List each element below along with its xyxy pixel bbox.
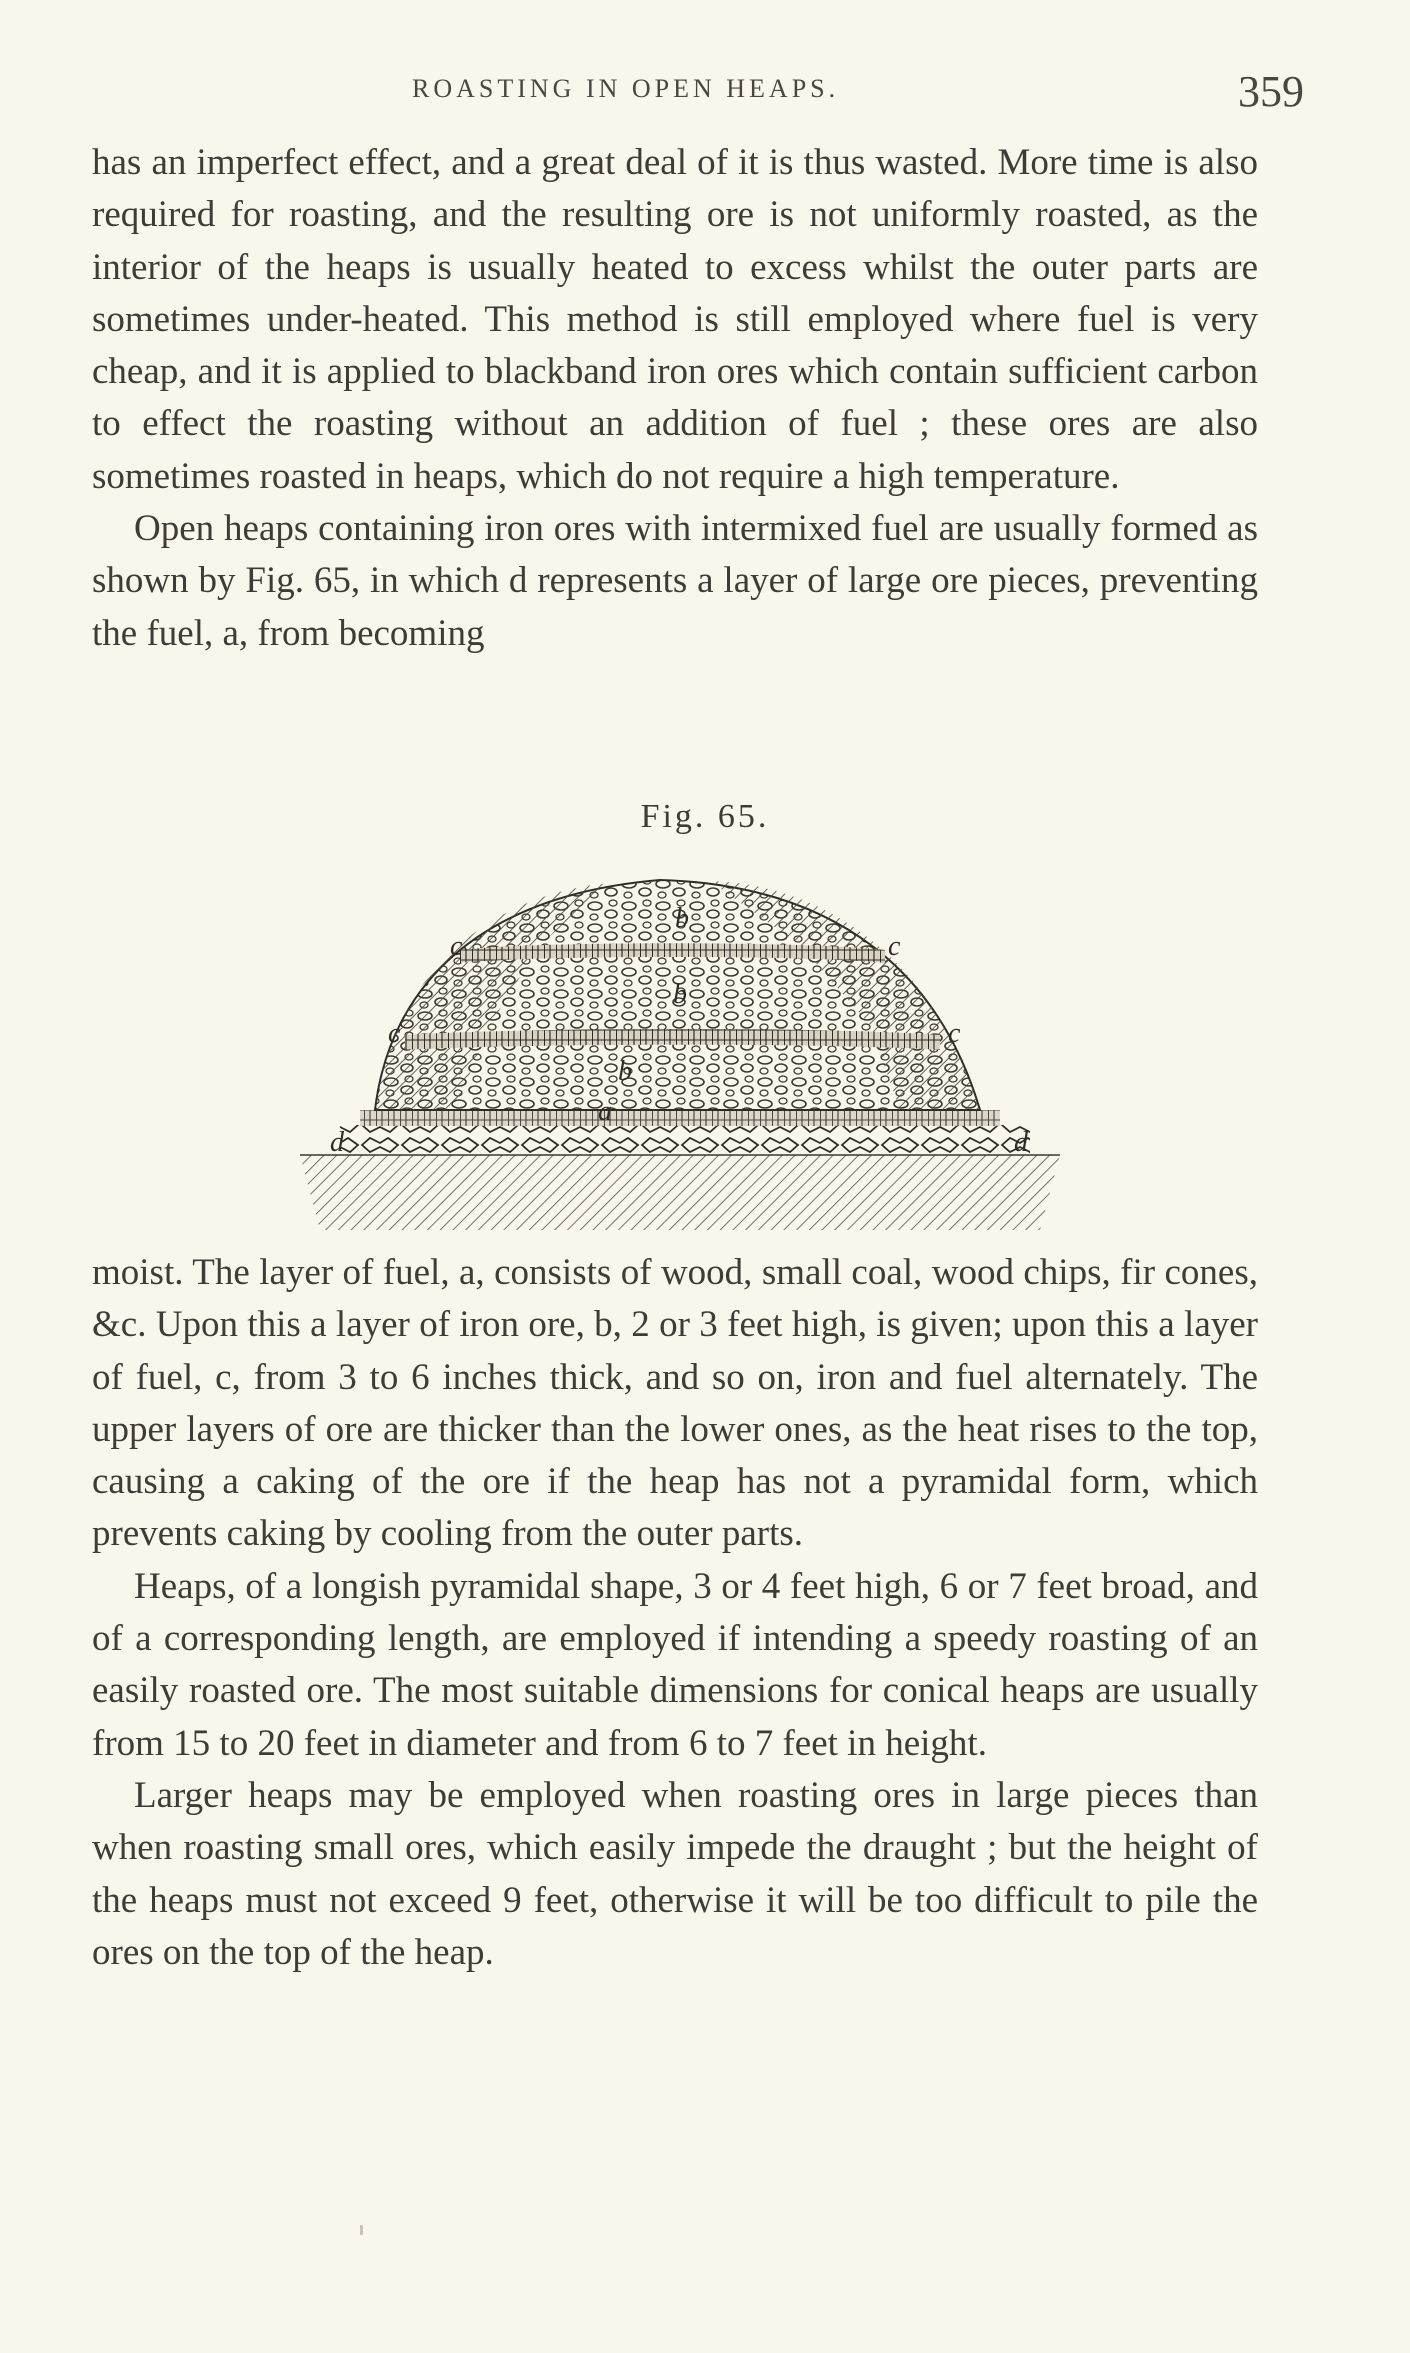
label-a: a <box>598 1096 612 1127</box>
label-d-left: d <box>330 1127 344 1158</box>
paragraph: moist. The layer of fuel, a, consists of wood, small coal, wood chips, fir cones, &c. Upon this a layer of iron ore, b, 2 or 3 feet high, is given; upon this a layer of fuel, c, from 3 to 6 inches thick, and so on, iron and fuel alternately. The upper layers of ore are thicker than the lower ones, as the heat rises to the top, causing a caking of the ore if the heap has not a pyramidal form, which prevents caking by cooling from the outer parts. <box>92 1252 1258 1555</box>
running-title: ROASTING IN OPEN HEAPS. <box>412 74 840 103</box>
text-block-bottom <box>92 1247 1258 1979</box>
large-ore-layer-d <box>340 1125 1030 1155</box>
label-c-lower-right: c <box>948 1018 961 1049</box>
fuel-layer-a <box>360 1110 1000 1126</box>
figure-caption: Fig. 65. <box>640 798 770 835</box>
print-mark <box>360 2225 363 2235</box>
paragraph: Larger heaps may be employed when roasting ores in large pieces than when roasting small ores, which easily impede the draught ; but the height of the heaps must not exceed 9 feet, otherwise it will be too difficult to pile the ores on the top of the heap. <box>92 1774 1258 1973</box>
text-block-top <box>92 137 1258 660</box>
paragraph: Heaps, of a longish pyramidal shape, 3 or 4 feet high, 6 or 7 feet broad, and of a corresponding length, are employed if intending a speedy roasting of an easily roasted ore. The most suitable dimensions for conical heaps are usually from 15 to 20 feet in diameter and from 6 to 7 feet in height. <box>92 1565 1258 1764</box>
figure-65-roasting-heap <box>280 855 1080 1235</box>
label-b-top: b <box>675 903 689 934</box>
label-c-lower-left: c <box>388 1018 401 1049</box>
ground-base <box>300 1155 1060 1230</box>
label-c-upper-right: c <box>888 931 901 962</box>
label-b-low: b <box>618 1056 632 1087</box>
label-d-right: d <box>1014 1127 1028 1158</box>
paragraph: has an imperfect effect, and a great deal of it is thus wasted. More time is also required for roasting, and the resulting ore is not uniformly roasted, as the interior of the heaps is usually heated to excess whilst the outer parts are sometimes under-heated. This method is still employed where fuel is very cheap, and it is applied to blackband iron ores which contain sufficient carbon to effect the roasting without an addition of fuel ; these ores are also sometimes roasted in heaps, which do not require a high temperature. <box>92 142 1258 497</box>
running-head <box>0 66 1410 126</box>
paragraph: Open heaps containing iron ores with intermixed fuel are usually formed as shown by Fig. 65, in which d represents a layer of large ore pieces, preventing the fuel, a, from becoming <box>92 508 1258 654</box>
label-c-upper-left: c <box>450 931 463 962</box>
page-number: 359 <box>1238 67 1304 116</box>
label-b-mid: b <box>673 979 687 1010</box>
